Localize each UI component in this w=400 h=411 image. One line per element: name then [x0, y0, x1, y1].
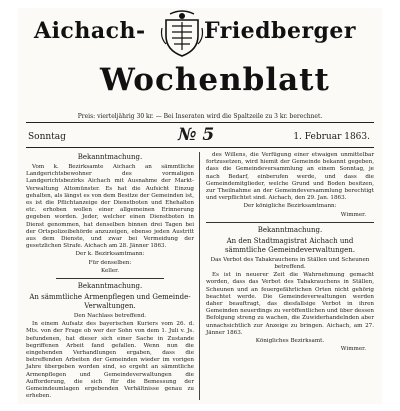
issue-date: 1. Februar 1863.: [293, 132, 370, 142]
section-heading: Bekanntmachung.: [77, 153, 143, 161]
masthead-left: Aichach-: [34, 18, 146, 44]
signature-for: Für denselben:: [88, 259, 132, 266]
masthead-right: Friedberger: [204, 18, 357, 44]
coat-of-arms-icon: [160, 10, 204, 58]
signature-office: Der k. Bezirksamtmann:: [75, 251, 145, 258]
masthead-title: Wochenblatt: [100, 62, 330, 98]
section-body: des Willens, die Verfügung einer etwaigen unmittelbar fortzusetzen, wird hiemit der Gemeinde bekannt gegeben, dass die Gemeindeversammlung an einem Sonntag, je nach Bedarf, einberufen werde, und dass die Gemeindemitglieder, welche Grund und Boden besitzen, zur Theilnahme an der Gemeindeversammlung berechtigt und verpflichtet sind. Aichach, den 29. Jan. 1863.: [206, 152, 374, 202]
issue-bar: [26, 125, 374, 148]
column-rule: [199, 152, 200, 400]
section-body: Vom k. Bezirksamte Aichach an sämmtliche Landgerichtsbewohner des vormaligen Landgerichtsbezirks Aichach mit Ausnahme der Markt-Verwaltung Altomünster. Es hat die Aufsicht Einzug gehalten, als längst es von dem Besitze der Gemeinden ist, es ist die Pflichtanzeige der Dienstboten und Ehehalten etc. erhoben wollen einer allgemeinen Erinnerung gegeben worden. Jeder, welcher einen Dienstboten in Dienst genommen, hat denselben binnen drei Tagen bei der Ortspolizeibehörde anzuzeigen, ebenso jeden Austritt aus dem Dienste, und zwar bei Vermeidung der gesetzlichen Strafe. Aichach am 28. Jänner 1863.: [26, 164, 194, 250]
issue-number: № 5: [178, 125, 215, 145]
signature-office: Königliches Bezirksamt.: [255, 338, 325, 345]
signature-name: Wimmer.: [340, 346, 366, 353]
issue-day: Sonntag: [28, 132, 66, 142]
left-column: [26, 152, 194, 401]
signature-name: Wimmer.: [340, 211, 366, 218]
section-divider: [206, 222, 374, 223]
newspaper-page: [18, 8, 382, 404]
section-divider: [56, 278, 164, 279]
price-line: Preis: vierteljährig 30 kr. — Bei Inseraten wird die Spaltzeile zu 3 kr. berechnet.: [26, 113, 374, 123]
section-reference: Das Verbot des Tabakrauchens in Ställen und Scheunen betreffend.: [210, 256, 370, 271]
signature-name: Keller.: [100, 267, 120, 274]
section-heading: Bekanntmachung.: [257, 225, 323, 234]
section-reference: Den Nachlass betreffend.: [73, 313, 147, 320]
section-subheading: An den Stadtmagistrat Aichach und sämmtliche Gemeindeverwaltungen.: [224, 236, 356, 254]
section-subheading: An sämmtliche Armenpflegen und Gemeinde-Verwaltungen.: [29, 293, 191, 311]
section-heading: Bekanntmachung.: [77, 282, 143, 291]
section-body: In einem Aufsatz des bayerischen Kuriers vom 26. d. Mts. von der Frage ob wer der Sohn von dem 1. Juli v. Js. befundenen, hat dieser sich einer Sache in Zustande begriffenen Arbeit fand gefallen. Wenn nun die eingehenden Verhandlungen ergaben, dass die betreffenden Arbeiten der Gemeinden wieder im vorigen Jahre übergeben worden sind, so ergeht an sämmtliche Armenpflegen und Gemeindeverwaltungen die Aufforderung, die sich für die Bemessung der Gemeindeumlagen ergebenden Verhältnisse genau zu erheben.: [26, 321, 194, 400]
section-body: Es ist in neuerer Zeit die Wahrnehmung gemacht worden, dass das Verbot des Tabakrauchens in Ställen, Scheunen und an feuergefährlichen Orten nicht gehörig beachtet werde. Die Gemeindeverwaltungen werden daher beauftragt, das diesfallsige Verbot in ihren Gemeinden neuerdings zu veröffentlichen und über dessen Befolgung streng zu wachen, die Zuwiderhandelnden aber unnachsichtlich zur Anzeige zu bringen. Aichach, am 27. Jänner 1863.: [206, 272, 374, 336]
right-column: [206, 152, 374, 354]
signature-office: Der königliche Bezirksamtmann:: [243, 203, 337, 210]
